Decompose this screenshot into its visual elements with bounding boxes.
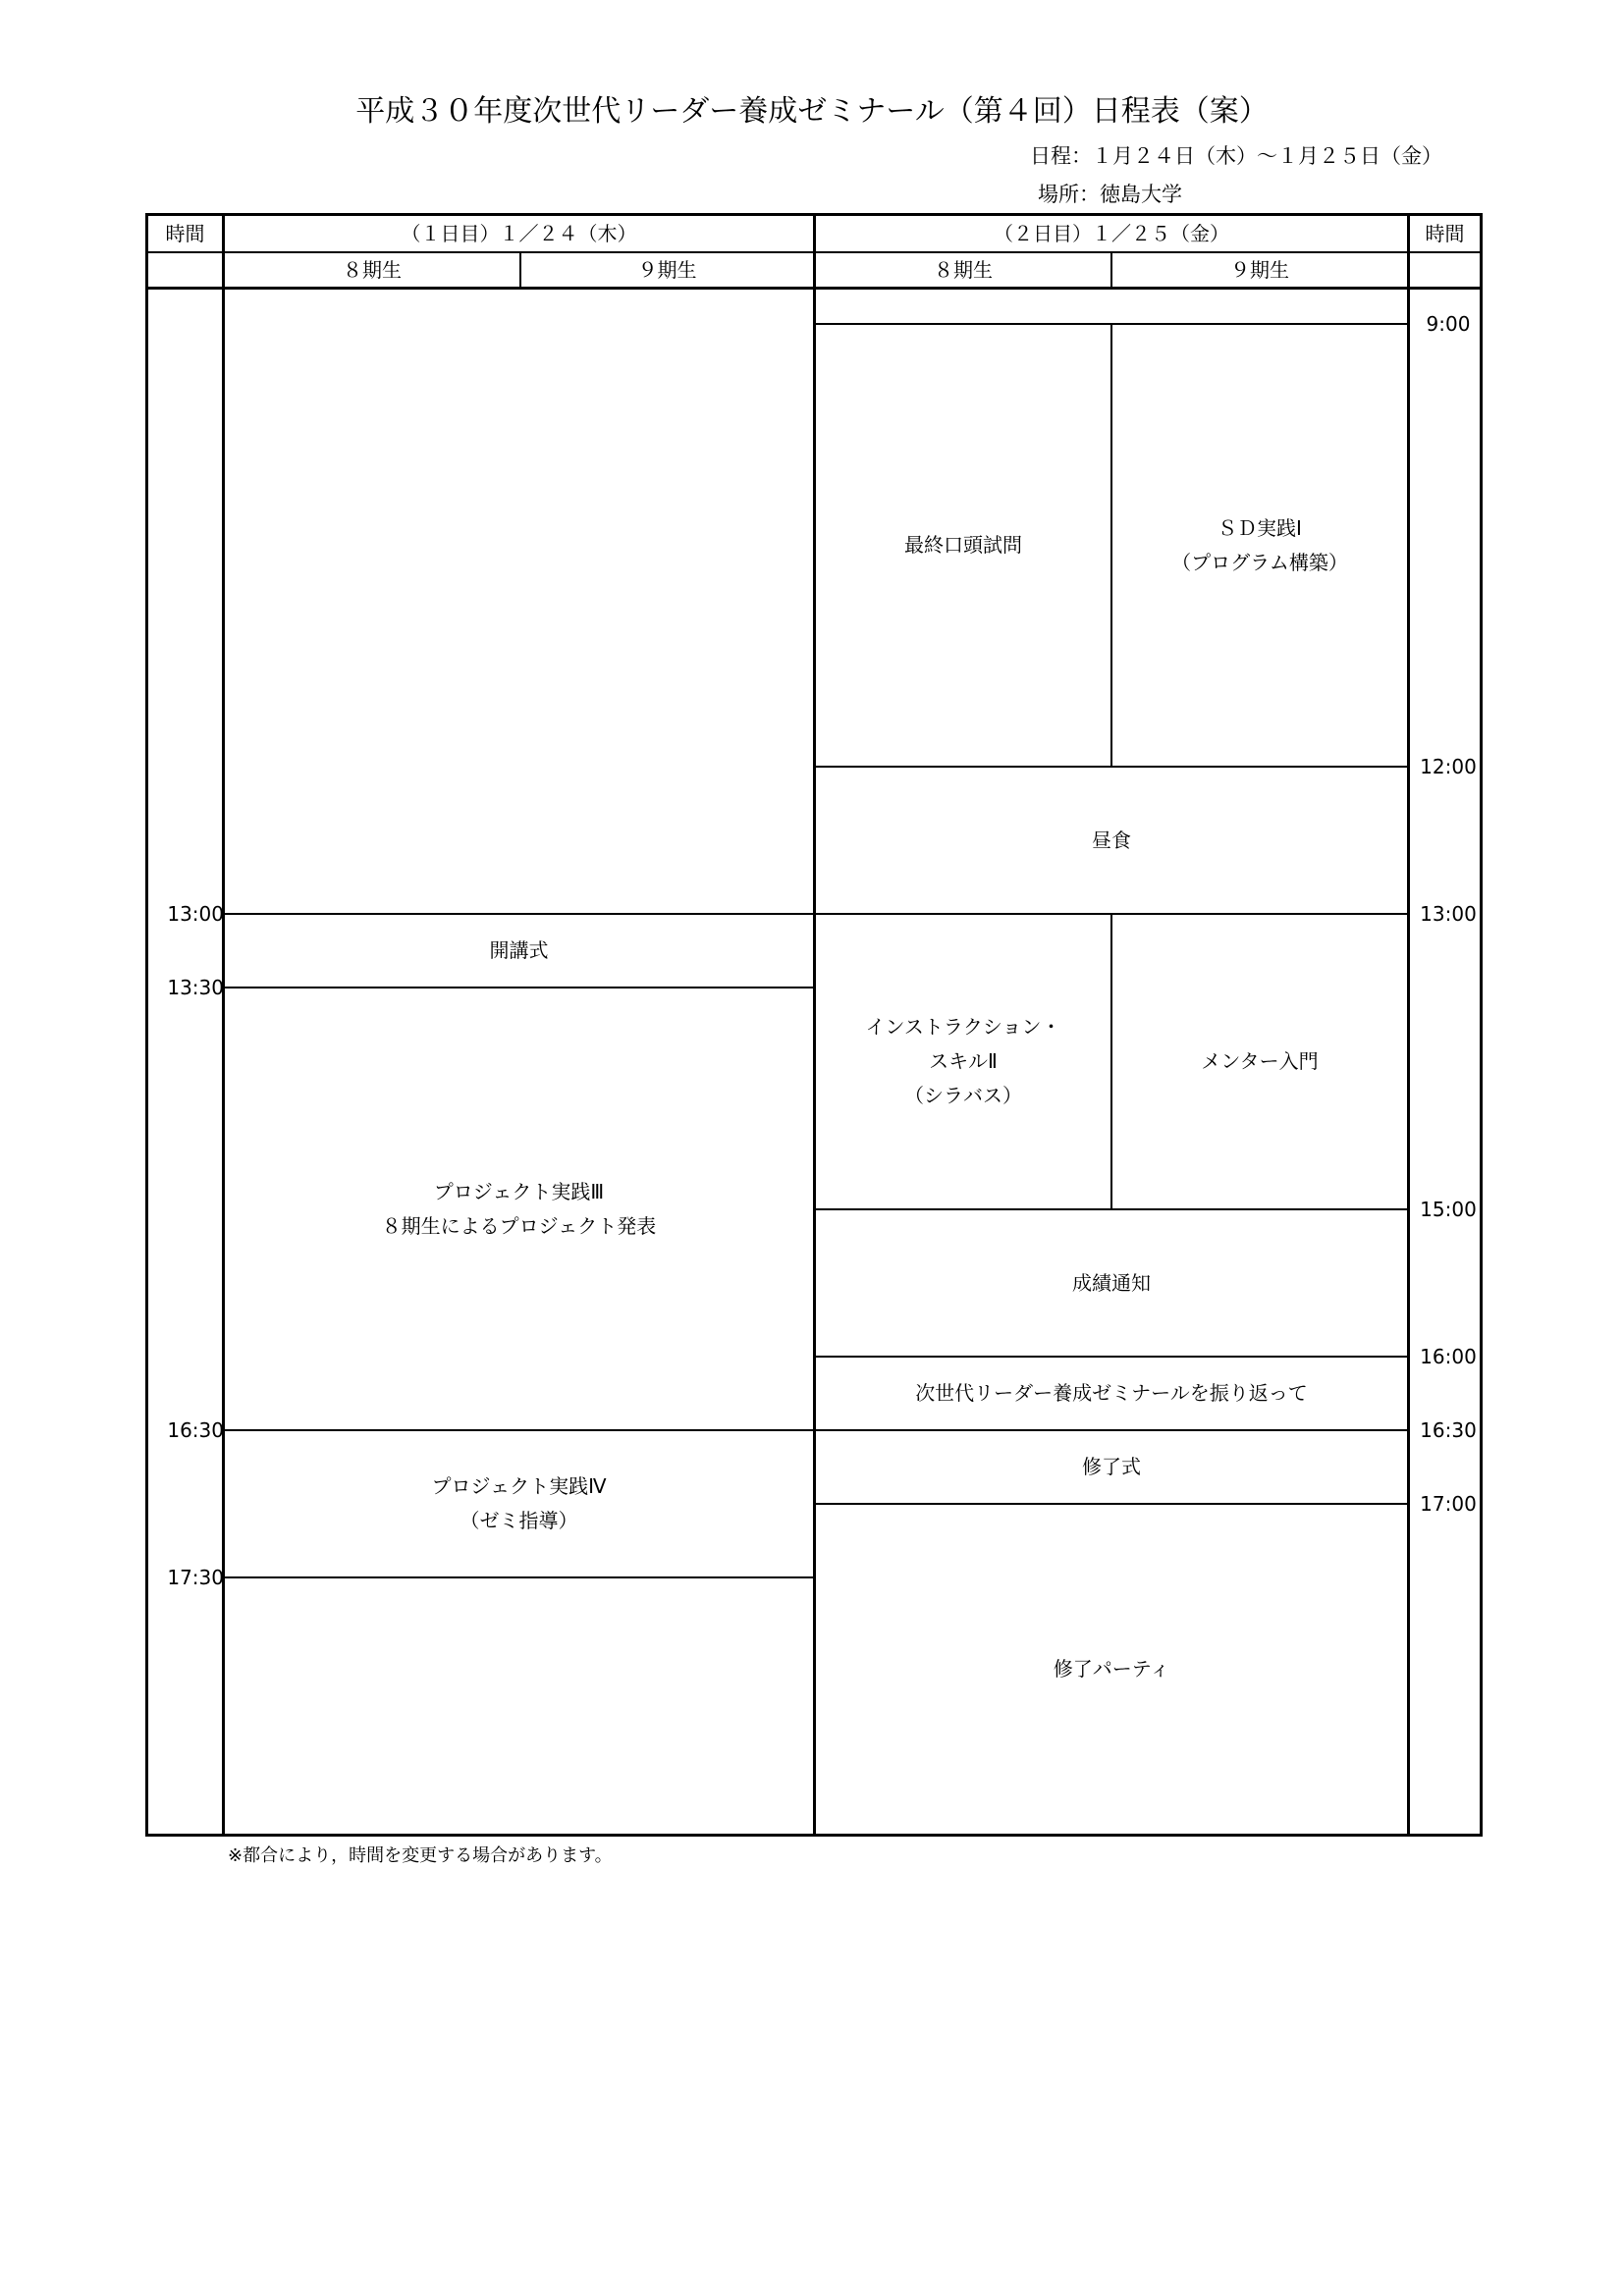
time-right-0900: 9:00 [1426, 312, 1471, 336]
time-right-1700: 17:00 [1420, 1492, 1477, 1516]
time-left-1730: 17:30 [167, 1566, 224, 1589]
header-day2-8th: ８期生 [934, 258, 993, 282]
time-right-1600: 16:00 [1420, 1345, 1477, 1368]
header-time-right: 時間 [1425, 222, 1465, 245]
header-day1: （１日目）１／２４（木） [401, 222, 637, 245]
time-right-1300: 13:00 [1420, 902, 1477, 926]
time-left-1300: 13:00 [167, 902, 224, 926]
table-border-right [1480, 213, 1483, 1837]
header-day2-9th: ９期生 [1230, 258, 1289, 282]
session-instruction-skill: インストラクション・ スキルⅡ （シラバス） [865, 1015, 1061, 1107]
page-title: 平成３０年度次世代リーダー養成ゼミナール（第４回）日程表（案） [355, 94, 1269, 129]
time-right-1500: 15:00 [1420, 1198, 1477, 1221]
header-day1-9th: ９期生 [637, 258, 697, 282]
time-right-1630: 16:30 [1420, 1418, 1477, 1442]
session-project3: プロジェクト実践Ⅲ ８期生によるプロジェクト発表 [381, 1179, 657, 1238]
session-completion-party: 修了パーティ [1053, 1657, 1170, 1681]
session-completion-ceremony: 修了式 [1082, 1455, 1141, 1478]
venue: 場所：徳島大学 [1038, 183, 1182, 206]
schedule-dates: 日程：１月２４日（木）～１月２５日（金） [1030, 144, 1442, 168]
time-left-1330: 13:30 [167, 976, 224, 999]
session-mentor-intro: メンター入門 [1201, 1049, 1319, 1073]
col-divider-time-right [1407, 213, 1410, 1837]
session-grade-notice: 成績通知 [1072, 1270, 1151, 1295]
footnote: ※都合により，時間を変更する場合があります。 [228, 1845, 613, 1866]
session-opening: 開講式 [489, 938, 549, 962]
schedule-table [145, 213, 1483, 1837]
day1-line-1730 [225, 1576, 813, 1578]
session-sd-practice: ＳＤ実践Ⅰ （プログラム構築） [1171, 515, 1348, 574]
header-time-left: 時間 [165, 222, 205, 245]
header-day1-8th: ８期生 [343, 258, 402, 282]
time-right-1200: 12:00 [1420, 755, 1477, 778]
session-project4: プロジェクト実践Ⅳ （ゼミ指導） [431, 1474, 607, 1532]
session-reflection: 次世代リーダー養成ゼミナールを振り返って [915, 1381, 1308, 1405]
session-lunch: 昼食 [1092, 828, 1131, 852]
header-day2: （２日目）１／２５（金） [994, 222, 1229, 245]
table-border-left [145, 213, 148, 1837]
session-final-oral-exam: 最終口頭試問 [904, 533, 1022, 557]
time-left-1630: 16:30 [167, 1418, 224, 1442]
